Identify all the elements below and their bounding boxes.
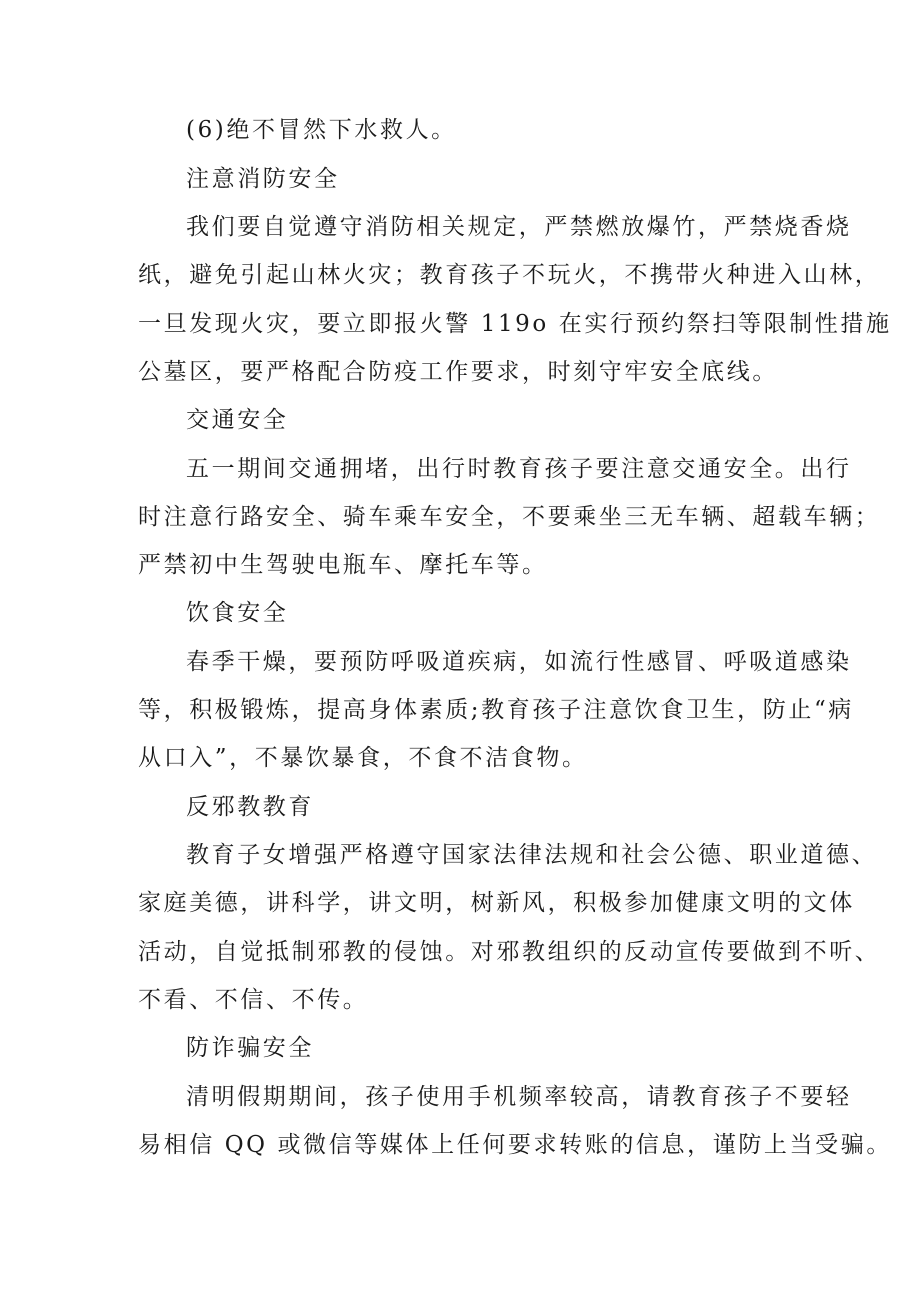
paragraph-line: 纸，避免引起山林火灾；教育孩子不玩火，不携带火种进入山林， [138,262,881,288]
paragraph-line: 教育子女增强严格遵守国家法律法规和社会公德、职业道德、 [186,842,878,868]
section-heading-anti-cult: 反邪教教育 [186,794,314,820]
paragraph-line: 活动，自觉抵制邪教的侵蚀。对邪教组织的反动宣传要做到不听、 [138,939,881,965]
paragraph-line: 等，积极锻炼，提高身体素质;教育孩子注意饮食卫生，防止“病 [138,697,854,723]
paragraph-line: 公墓区，要严格配合防疫工作要求，时刻守牢安全底线。 [138,359,778,385]
paragraph-line: 五一期间交通拥堵，出行时教育孩子要注意交通安全。出行 [186,456,852,482]
paragraph-line: 易相信 QQ 或微信等媒体上任何要求转账的信息，谨防上当受骗。 [138,1132,892,1158]
paragraph-line: 不看、不信、不传。 [138,987,369,1013]
paragraph-line: 时注意行路安全、骑车乘车安全，不要乘坐三无车辆、超载车辆； [138,504,881,530]
paragraph-line: 春季干燥，要预防呼吸道疾病，如流行性感冒、呼吸道感染 [186,649,852,675]
paragraph-line: 我们要自觉遵守消防相关规定，严禁燃放爆竹，严禁烧香烧 [186,214,852,240]
section-heading-fire-safety: 注意消防安全 [186,166,340,192]
paragraph-line: 严禁初中生驾驶电瓶车、摩托车等。 [138,552,548,578]
paragraph-line: 家庭美德，讲科学，讲文明，树新风，积极参加健康文明的文体 [138,890,855,916]
list-item-6: (6)绝不冒然下水救人。 [186,117,457,143]
section-heading-anti-fraud: 防诈骗安全 [186,1035,314,1061]
section-heading-food-safety: 饮食安全 [186,600,289,626]
paragraph-line: 从口入”，不暴饮暴食，不食不洁食物。 [138,745,588,771]
paragraph-line: 清明假期期间，孩子使用手机频率较高，请教育孩子不要轻 [186,1084,852,1110]
paragraph-line: 一旦发现火灾，要立即报火警 119o 在实行预约祭扫等限制性措施 [138,311,892,337]
section-heading-traffic-safety: 交通安全 [186,407,289,433]
